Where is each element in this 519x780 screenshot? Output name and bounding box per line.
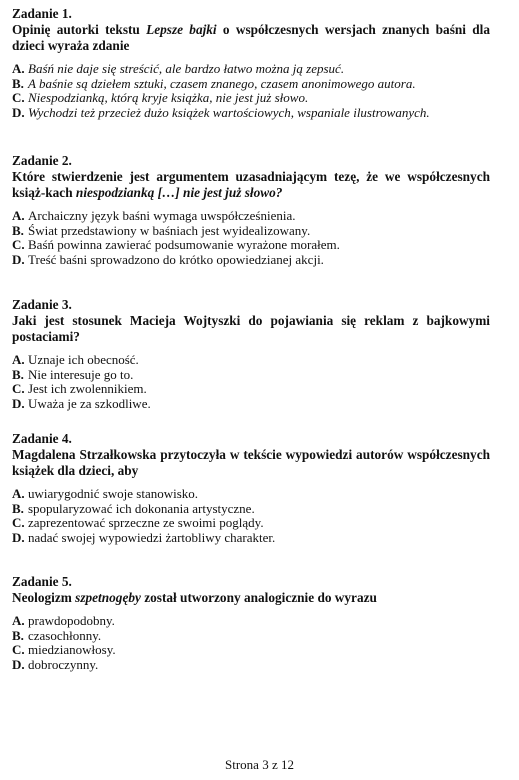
option-letter: A. xyxy=(12,61,25,76)
task-3 xyxy=(12,297,490,411)
option-letter: A. xyxy=(12,208,25,223)
task-title: Zadanie 3. xyxy=(12,297,72,312)
answer-option-b[interactable] xyxy=(12,77,490,92)
option-letter: B. xyxy=(12,627,24,643)
answer-options xyxy=(12,209,490,267)
option-letter: A. xyxy=(12,613,25,628)
option-text: spopularyzować ich dokonania artystyczne. xyxy=(28,500,255,516)
task-question xyxy=(12,313,490,345)
option-letter: C. xyxy=(12,90,25,106)
answer-option-a[interactable] xyxy=(12,209,490,224)
question-text: Jaki jest stosunek Macieja Wojtyszki do pojawiania się reklam z bajkowymi postaciami? xyxy=(12,313,490,344)
task-question xyxy=(12,447,490,479)
option-letter: B. xyxy=(12,366,24,382)
option-text: zaprezentować sprzeczne ze swoimi poglądy. xyxy=(28,515,264,531)
task-2 xyxy=(12,153,490,267)
answer-option-b[interactable] xyxy=(12,502,490,517)
option-text: Wychodzi też przecież dużo książek wartościowych, wspaniale ilustrowanych. xyxy=(28,104,430,120)
answer-option-a[interactable] xyxy=(12,353,490,368)
option-letter: D. xyxy=(12,251,25,267)
question-emphasis: Lepsze bajki xyxy=(146,22,217,37)
question-emphasis: szpetnogęby xyxy=(75,590,141,605)
option-letter: D. xyxy=(12,656,25,672)
option-letter: D. xyxy=(12,395,25,411)
task-title: Zadanie 4. xyxy=(12,431,72,446)
answer-option-a[interactable] xyxy=(12,614,490,629)
answer-options xyxy=(12,614,490,672)
question-text: Magdalena Strzałkowska przytoczyła w tekście wypowiedzi autorów współczesnych książek dla dzieci, aby xyxy=(12,447,490,478)
question-text: Które stwierdzenie jest argumentem uzasadniającym tezę, że we współczesnych książ-kach xyxy=(12,169,490,200)
option-letter: D. xyxy=(12,104,25,120)
option-text: Archaiczny język baśni wymaga uwspółcześnienia. xyxy=(28,208,296,223)
answer-option-c[interactable] xyxy=(12,91,490,106)
answer-option-b[interactable] xyxy=(12,629,490,644)
option-text: dobroczynny. xyxy=(28,656,99,672)
option-letter: C. xyxy=(12,642,25,658)
task-5 xyxy=(12,574,490,672)
answer-option-d[interactable] xyxy=(12,106,490,121)
task-4 xyxy=(12,431,490,545)
option-text: Treść baśni sprowadzono do krótko opowiedzianej akcji. xyxy=(28,251,324,267)
answer-option-b[interactable] xyxy=(12,224,490,239)
task-question xyxy=(12,22,490,54)
answer-option-c[interactable] xyxy=(12,238,490,253)
question-text: został utworzony analogicznie do wyrazu xyxy=(140,590,377,605)
option-text: Jest ich zwolennikiem. xyxy=(28,381,147,397)
answer-options xyxy=(12,353,490,411)
option-text: miedzianowłosy. xyxy=(28,642,116,658)
option-text: nadać swojej wypowiedzi żartobliwy charakter. xyxy=(28,529,276,545)
option-letter: C. xyxy=(12,381,25,397)
option-text: prawdopodobny. xyxy=(28,613,115,628)
option-text: Uznaje ich obecność. xyxy=(28,352,139,367)
option-text: Baśń nie daje się streścić, ale bardzo łatwo można ją zepsuć. xyxy=(28,61,345,76)
option-letter: B. xyxy=(12,500,24,516)
question-text: Opinię autorki tekstu xyxy=(12,22,147,37)
answer-option-d[interactable] xyxy=(12,531,490,546)
answer-option-a[interactable] xyxy=(12,62,490,77)
task-title: Zadanie 5. xyxy=(12,574,72,589)
answer-option-c[interactable] xyxy=(12,643,490,658)
answer-option-d[interactable] xyxy=(12,397,490,412)
option-letter: B. xyxy=(12,222,24,238)
answer-option-a[interactable] xyxy=(12,487,490,502)
task-title: Zadanie 1. xyxy=(12,6,72,21)
question-text: o współczesnych wersjach znanych baśni dla dzieci wyraża zdanie xyxy=(12,22,490,53)
option-letter: C. xyxy=(12,237,25,253)
task-title: Zadanie 2. xyxy=(12,153,72,168)
answer-option-d[interactable] xyxy=(12,658,490,673)
option-letter: D. xyxy=(12,529,25,545)
option-text: Nie interesuje go to. xyxy=(28,366,134,382)
answer-option-c[interactable] xyxy=(12,382,490,397)
option-text: Niespodzianką, którą kryje książka, nie jest już słowo. xyxy=(28,90,309,106)
option-letter: B. xyxy=(12,75,24,91)
task-question xyxy=(12,169,490,201)
option-text: Baśń powinna zawierać podsumowanie wyrażone morałem. xyxy=(28,237,340,253)
option-letter: C. xyxy=(12,515,25,531)
answer-option-b[interactable] xyxy=(12,368,490,383)
task-question xyxy=(12,590,490,606)
answer-option-d[interactable] xyxy=(12,253,490,268)
question-text: Neologizm xyxy=(12,590,76,605)
option-letter: A. xyxy=(12,486,25,501)
option-letter: A. xyxy=(12,352,25,367)
task-1 xyxy=(12,6,490,120)
option-text: uwiarygodnić swoje stanowisko. xyxy=(28,486,199,501)
option-text: Uważa je za szkodliwe. xyxy=(28,395,151,411)
option-text: A baśnie są dziełem sztuki, czasem znanego, czasem anonimowego autora. xyxy=(28,75,416,91)
answer-option-c[interactable] xyxy=(12,516,490,531)
question-emphasis: niespodzianką […] nie jest już słowo? xyxy=(75,185,283,200)
option-text: czasochłonny. xyxy=(28,627,102,643)
answer-options xyxy=(12,487,490,545)
answer-options xyxy=(12,62,490,120)
page-number: Strona 3 z 12 xyxy=(225,757,294,772)
option-text: Świat przedstawiony w baśniach jest wyidealizowany. xyxy=(28,222,311,238)
